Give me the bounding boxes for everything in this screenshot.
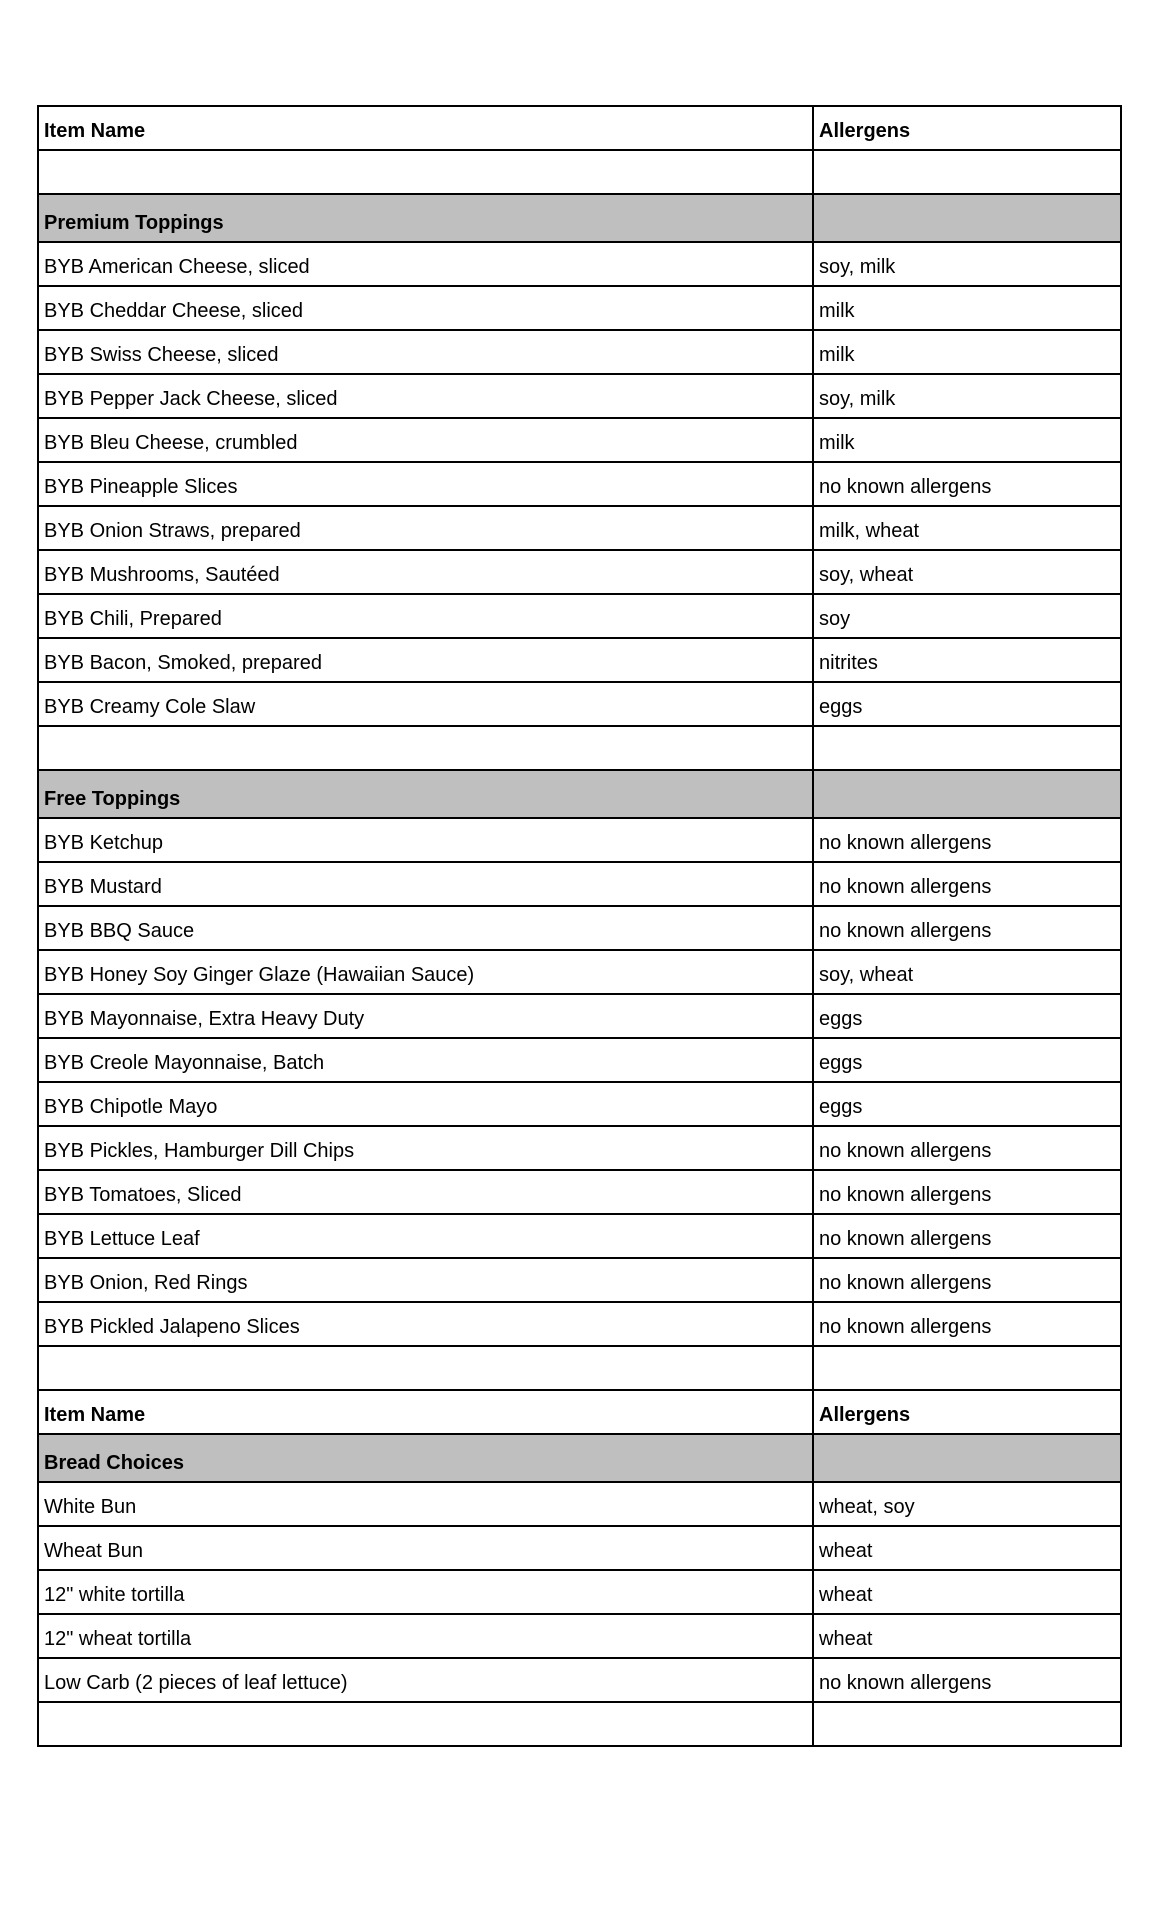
- table-row: [38, 1258, 1121, 1302]
- allergen-table-body: [38, 106, 1121, 1746]
- empty-cell: [38, 726, 813, 770]
- item-name-cell: BYB Cheddar Cheese, sliced: [38, 286, 813, 330]
- table-row: [38, 1170, 1121, 1214]
- allergens-cell: no known allergens: [813, 1170, 1121, 1214]
- allergens-cell: no known allergens: [813, 906, 1121, 950]
- table-row: [38, 1570, 1121, 1614]
- empty-row: [38, 726, 1121, 770]
- item-name-cell: BYB Pickled Jalapeno Slices: [38, 1302, 813, 1346]
- item-name-cell: BYB Bacon, Smoked, prepared: [38, 638, 813, 682]
- allergens-cell: wheat, soy: [813, 1482, 1121, 1526]
- empty-cell: [38, 1346, 813, 1390]
- empty-cell: [38, 150, 813, 194]
- item-name-cell: BYB Mayonnaise, Extra Heavy Duty: [38, 994, 813, 1038]
- item-name-cell: BYB Creamy Cole Slaw: [38, 682, 813, 726]
- item-name-cell: BYB BBQ Sauce: [38, 906, 813, 950]
- section-title-cell: Premium Toppings: [38, 194, 813, 242]
- allergens-cell: no known allergens: [813, 1302, 1121, 1346]
- column-header-allergens: Allergens: [813, 1390, 1121, 1434]
- column-header-item-name: Item Name: [38, 1390, 813, 1434]
- item-name-cell: BYB Ketchup: [38, 818, 813, 862]
- item-name-cell: BYB Pepper Jack Cheese, sliced: [38, 374, 813, 418]
- table-row: [38, 1082, 1121, 1126]
- table-row: [38, 1214, 1121, 1258]
- column-header-allergens: Allergens: [813, 106, 1121, 150]
- section-spacer-cell: [813, 1434, 1121, 1482]
- allergens-cell: no known allergens: [813, 1214, 1121, 1258]
- item-name-cell: BYB Creole Mayonnaise, Batch: [38, 1038, 813, 1082]
- empty-cell: [813, 726, 1121, 770]
- empty-cell: [813, 1346, 1121, 1390]
- table-row: [38, 594, 1121, 638]
- allergens-cell: soy, wheat: [813, 950, 1121, 994]
- allergens-cell: wheat: [813, 1614, 1121, 1658]
- table-row: [38, 862, 1121, 906]
- table-row: [38, 418, 1121, 462]
- allergens-cell: eggs: [813, 1038, 1121, 1082]
- item-name-cell: Wheat Bun: [38, 1526, 813, 1570]
- allergens-cell: no known allergens: [813, 862, 1121, 906]
- table-row: [38, 1658, 1121, 1702]
- item-name-cell: BYB Swiss Cheese, sliced: [38, 330, 813, 374]
- allergens-cell: eggs: [813, 682, 1121, 726]
- table-row: [38, 1126, 1121, 1170]
- item-name-cell: BYB Honey Soy Ginger Glaze (Hawaiian Sauce): [38, 950, 813, 994]
- column-header-row: [38, 1390, 1121, 1434]
- item-name-cell: BYB Lettuce Leaf: [38, 1214, 813, 1258]
- allergens-cell: soy, milk: [813, 374, 1121, 418]
- item-name-cell: BYB Onion Straws, prepared: [38, 506, 813, 550]
- item-name-cell: White Bun: [38, 1482, 813, 1526]
- allergens-cell: no known allergens: [813, 1258, 1121, 1302]
- table-row: [38, 1614, 1121, 1658]
- table-row: [38, 550, 1121, 594]
- allergens-cell: no known allergens: [813, 818, 1121, 862]
- column-header-row: [38, 106, 1121, 150]
- item-name-cell: BYB Mushrooms, Sautéed: [38, 550, 813, 594]
- table-row: [38, 1482, 1121, 1526]
- column-header-item-name: Item Name: [38, 106, 813, 150]
- table-row: [38, 1302, 1121, 1346]
- table-row: [38, 994, 1121, 1038]
- section-header-row: [38, 1434, 1121, 1482]
- item-name-cell: BYB Mustard: [38, 862, 813, 906]
- table-row: [38, 1038, 1121, 1082]
- item-name-cell: BYB Bleu Cheese, crumbled: [38, 418, 813, 462]
- allergens-cell: milk: [813, 286, 1121, 330]
- table-row: [38, 286, 1121, 330]
- allergens-cell: wheat: [813, 1526, 1121, 1570]
- table-row: [38, 462, 1121, 506]
- allergens-cell: no known allergens: [813, 1658, 1121, 1702]
- empty-cell: [813, 1702, 1121, 1746]
- section-spacer-cell: [813, 194, 1121, 242]
- item-name-cell: Low Carb (2 pieces of leaf lettuce): [38, 1658, 813, 1702]
- table-row: [38, 818, 1121, 862]
- empty-row: [38, 1346, 1121, 1390]
- allergens-cell: soy, wheat: [813, 550, 1121, 594]
- empty-row: [38, 1702, 1121, 1746]
- allergens-cell: milk: [813, 418, 1121, 462]
- allergens-cell: eggs: [813, 1082, 1121, 1126]
- item-name-cell: 12" wheat tortilla: [38, 1614, 813, 1658]
- table-row: [38, 906, 1121, 950]
- section-header-row: [38, 194, 1121, 242]
- item-name-cell: BYB Onion, Red Rings: [38, 1258, 813, 1302]
- allergens-cell: soy: [813, 594, 1121, 638]
- table-row: [38, 638, 1121, 682]
- allergens-cell: wheat: [813, 1570, 1121, 1614]
- allergens-cell: milk: [813, 330, 1121, 374]
- item-name-cell: BYB Chipotle Mayo: [38, 1082, 813, 1126]
- table-row: [38, 1526, 1121, 1570]
- section-title-cell: Free Toppings: [38, 770, 813, 818]
- allergens-cell: no known allergens: [813, 1126, 1121, 1170]
- table-row: [38, 682, 1121, 726]
- table-row: [38, 242, 1121, 286]
- table-row: [38, 374, 1121, 418]
- allergens-cell: milk, wheat: [813, 506, 1121, 550]
- item-name-cell: BYB Pineapple Slices: [38, 462, 813, 506]
- section-spacer-cell: [813, 770, 1121, 818]
- item-name-cell: BYB Pickles, Hamburger Dill Chips: [38, 1126, 813, 1170]
- allergen-table: [37, 105, 1122, 1747]
- allergens-cell: soy, milk: [813, 242, 1121, 286]
- table-row: [38, 950, 1121, 994]
- section-header-row: [38, 770, 1121, 818]
- item-name-cell: BYB Chili, Prepared: [38, 594, 813, 638]
- empty-cell: [38, 1702, 813, 1746]
- item-name-cell: BYB Tomatoes, Sliced: [38, 1170, 813, 1214]
- item-name-cell: BYB American Cheese, sliced: [38, 242, 813, 286]
- table-row: [38, 330, 1121, 374]
- empty-row: [38, 150, 1121, 194]
- table-row: [38, 506, 1121, 550]
- allergens-cell: eggs: [813, 994, 1121, 1038]
- section-title-cell: Bread Choices: [38, 1434, 813, 1482]
- allergens-cell: no known allergens: [813, 462, 1121, 506]
- item-name-cell: 12" white tortilla: [38, 1570, 813, 1614]
- empty-cell: [813, 150, 1121, 194]
- allergens-cell: nitrites: [813, 638, 1121, 682]
